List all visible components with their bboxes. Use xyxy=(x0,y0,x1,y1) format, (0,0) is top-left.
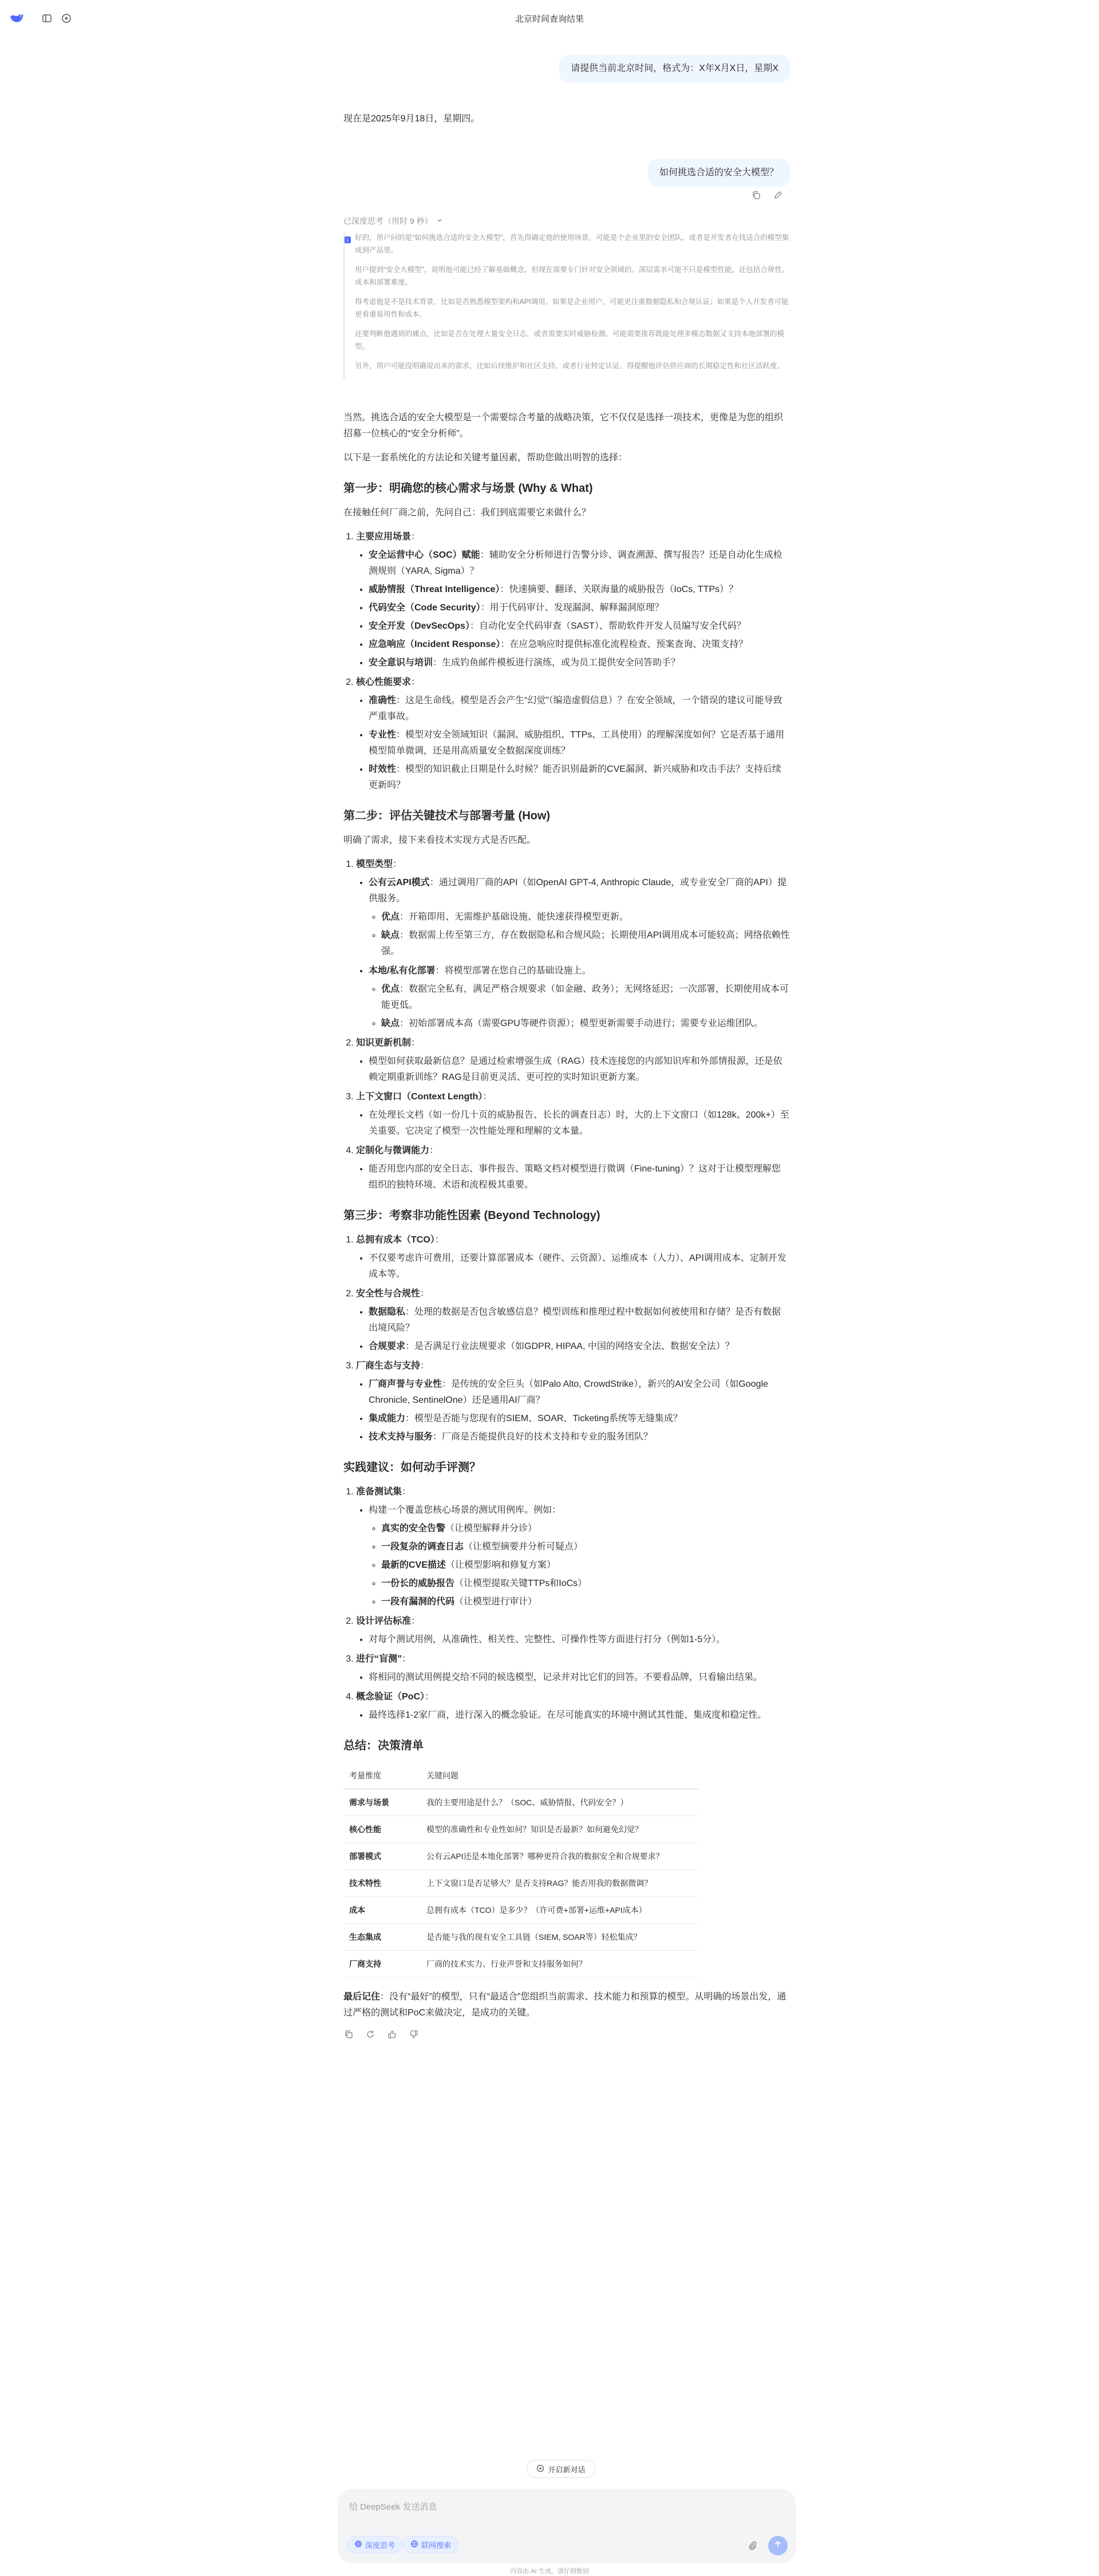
list-item xyxy=(369,655,790,671)
bullet-list xyxy=(356,693,790,794)
edit-icon[interactable] xyxy=(773,190,784,202)
list-item-text: ：是传统的安全巨头（如Palo Alto, CrowdStrike），新兴的AI安全公司（如Google Chronicle, SentinelOne）还是通用AI厂商？ xyxy=(369,1379,768,1405)
list-item-title: 准备测试集 xyxy=(356,1487,402,1497)
list-item-text: 对每个测试用例，从准确性、相关性、完整性、可操作性等方面进行打分（例如1-5分）。 xyxy=(369,1635,726,1644)
list-item-bold: 数据隐私 xyxy=(369,1307,406,1317)
table-header: 关键问题 xyxy=(421,1762,698,1789)
thinking-paragraph: 用户提到“安全大模型”，说明他可能已经了解基础概念，但现在需要专门针对安全领域的。深层需求可能不只是模型性能，还包括合规性、成本和部署难度。 xyxy=(355,266,789,286)
list-item-text: ：数据完全私有，满足严格合规要求（如金融、政务）；无网络延迟；一次部署，长期使用成本可能更低。 xyxy=(381,984,789,1010)
list-item-text: （让模型摘要并分析可疑点） xyxy=(464,1542,583,1552)
bullet-list xyxy=(356,1502,790,1610)
list-item-bold: 安全运营中心（SOC）赋能 xyxy=(369,550,480,560)
numbered-list xyxy=(343,1232,790,1445)
list-item-bold: 集成能力 xyxy=(369,1414,406,1423)
list-item xyxy=(369,1339,790,1355)
message-composer xyxy=(338,2489,796,2563)
list-item: 4. 概念验证（PoC）： • 最终选择1-2家厂商，进行深入的概念验证。在尽可能真实的环境中测试其性能、集成度和稳定性。 xyxy=(356,1689,790,1723)
arrow-up-icon xyxy=(773,2540,782,2552)
numbered-list xyxy=(343,529,790,794)
list-item-text: 最终选择1-2家厂商，进行深入的概念验证。在尽可能真实的环境中测试其性能、集成度和稳定性。 xyxy=(369,1710,767,1720)
list-item-text: 构建一个覆盖您核心场景的测试用例库。例如： xyxy=(369,1505,562,1515)
table-cell-dimension: 生态集成 xyxy=(343,1924,421,1951)
numbered-list xyxy=(343,1484,790,1723)
table-cell-dimension: 需求与场景 xyxy=(343,1789,421,1816)
list-item-text: ：开箱即用、无需维护基础设施、能快速获得模型更新。 xyxy=(400,912,629,922)
table-cell-question: 厂商的技术实力、行业声誉和支持服务如何？ xyxy=(421,1951,698,1978)
section-heading: 第二步：评估关键技术与部署考量 (How) xyxy=(343,810,551,822)
bullet-list xyxy=(356,875,790,1032)
list-item-text: ：模型对安全领域知识（漏洞、威胁组织、TTPs、工具使用）的理解深度如何？它是否基于通用模型简单微调，还是用高质量安全数据深度训练？ xyxy=(369,730,785,756)
list-item xyxy=(369,1107,790,1139)
list-item xyxy=(381,981,790,1013)
list-item xyxy=(369,1376,790,1409)
list-item xyxy=(369,762,790,794)
list-item-text: ：厂商是否能提供良好的技术支持和专业的服务团队？ xyxy=(433,1432,653,1442)
list-item-title: 主要应用场景 xyxy=(356,532,412,542)
list-item-text: ：快速摘要、翻译、关联海量的威胁报告（IoCs, TTPs）？ xyxy=(500,585,738,594)
list-item-bold: 优点 xyxy=(381,912,400,922)
chevron-down-icon xyxy=(436,216,443,226)
list-item: 2. 安全性与合规性： • 数据隐私：处理的数据是否包含敏感信息？模型训练和推理过程中数据如何被使用和存储？是否有数据出境风险？ • 合规要求：是否满足行业法规要求（如GDPR, HIPAA, 中国的网络安全法、数据安全法）？ xyxy=(356,1286,790,1355)
sub-bullet-list xyxy=(369,981,790,1032)
list-item xyxy=(369,1054,790,1086)
list-item xyxy=(381,1576,790,1592)
list-item xyxy=(381,1016,790,1032)
list-item-bold: 时效性 xyxy=(369,764,397,774)
list-item: 1. 总拥有成本（TCO）： • 不仅要考虑许可费用，还要计算部署成本（硬件、云资源）、运维成本（人力）、API调用成本、定制开发成本等。 xyxy=(356,1232,790,1283)
list-item-text: （让模型影响和修复方案） xyxy=(445,1560,556,1570)
list-item-bold: 优点 xyxy=(381,984,400,994)
list-item xyxy=(369,727,790,759)
regenerate-icon[interactable] xyxy=(365,2029,377,2041)
list-item-text: （让模型进行审计） xyxy=(454,1597,537,1607)
list-item-bold: 代码安全（Code Security） xyxy=(369,603,481,613)
new-chat-icon xyxy=(536,2464,544,2474)
web-search-toggle[interactable] xyxy=(403,2536,458,2553)
list-item-text: （让模型解释并分诊） xyxy=(445,1524,537,1533)
list-item: 3. 进行“盲测”： • 将相同的测试用例提交给不同的候选模型，记录并对比它们的回答。不要看品牌，只看输出结果。 xyxy=(356,1651,790,1686)
send-button[interactable] xyxy=(768,2536,788,2555)
list-item: 2. 设计评估标准： • 对每个测试用例，从准确性、相关性、完整性、可操作性等方面进行打分（例如1-5分）。 xyxy=(356,1614,790,1648)
svg-text:i: i xyxy=(346,238,349,244)
list-item xyxy=(369,618,790,634)
list-item-bold: 一段复杂的调查日志 xyxy=(381,1542,464,1552)
list-item-bold: 厂商声誉与专业性 xyxy=(369,1379,442,1389)
section-heading: 总结：决策清单 xyxy=(343,1739,424,1752)
list-item xyxy=(381,1594,790,1610)
user-message-2: 如何挑选合适的安全大模型？ xyxy=(648,159,790,187)
list-item-title: 模型类型 xyxy=(356,859,393,869)
list-item xyxy=(369,1161,790,1193)
table-cell-question: 总拥有成本（TCO）是多少？（许可费+部署+运维+API成本） xyxy=(421,1897,698,1924)
list-item-bold: 技术支持与服务 xyxy=(369,1432,433,1442)
list-item-text: ：用于代码审计、发现漏洞、解释漏洞原理？ xyxy=(480,603,664,613)
bullet-list xyxy=(356,1054,790,1086)
table-row xyxy=(343,1951,698,1978)
list-item: 1. 准备测试集： • 构建一个覆盖您核心场景的测试用例库。例如： ◦ 真实的安全告警（让模型解释并分诊） ◦ 一段复杂的调查日志（让模型摘要并分析可疑点） ◦ 最新的CVE描述（让模型影响和修复方案） ◦ 一份长的威胁报告（让模型提取关键TTPs和IoCs） ◦ 一段有漏洞的代码（让模型进行审计） xyxy=(356,1484,790,1610)
copy-icon[interactable] xyxy=(751,190,762,202)
deep-think-label: 深度思考 xyxy=(365,2541,396,2550)
list-item-bold: 安全开发（DevSecOps） xyxy=(369,621,470,631)
list-item-bold: 公有云API模式 xyxy=(369,878,430,887)
bullet-list xyxy=(356,547,790,671)
answer-actions xyxy=(343,2029,790,2041)
bullet-list xyxy=(356,1107,790,1139)
table-cell-dimension: 成本 xyxy=(343,1897,421,1924)
list-item-text: ：辅助安全分析师进行告警分诊、调查溯源、撰写报告？还是自动化生成检测规则（YARA, Sigma）？ xyxy=(369,550,782,576)
list-item-text: ：是否满足行业法规要求（如GDPR, HIPAA, 中国的网络安全法、数据安全法）？ xyxy=(405,1342,734,1351)
new-chat-button[interactable] xyxy=(527,2460,595,2478)
bullet-list xyxy=(356,1632,790,1648)
atom-icon xyxy=(354,2540,362,2550)
list-item-bold: 应急响应（Incident Response） xyxy=(369,640,501,649)
list-item xyxy=(369,637,790,653)
user-message-actions xyxy=(751,190,784,202)
list-item-text: 将相同的测试用例提交给不同的候选模型，记录并对比它们的回答。不要看品牌，只看输出结果。 xyxy=(369,1672,763,1682)
list-item-text: ：初始部署成本高（需要GPU等硬件资源）；模型更新需要手动进行；需要专业运维团队。 xyxy=(400,1019,763,1028)
table-row xyxy=(343,1870,698,1897)
list-item xyxy=(369,1670,790,1686)
list-item xyxy=(381,1521,790,1537)
thumbs-down-icon[interactable] xyxy=(409,2029,420,2041)
section-heading: 第三步：考察非功能性因素 (Beyond Technology) xyxy=(343,1209,600,1222)
bullet-list xyxy=(356,1304,790,1355)
closing-note-text: ：没有“最好”的模型，只有“最适合”您组织当前需求、技术能力和预算的模型。从明确的场景出发，通过严格的测试和PoC来做决定，是成功的关键。 xyxy=(343,1992,786,2018)
closing-note xyxy=(343,1989,790,2021)
section-heading: 实践建议：如何动手评测？ xyxy=(343,1461,481,1474)
bullet-list xyxy=(356,1707,790,1723)
ai-disclaimer: 内容由 AI 生成，请仔细甄别 xyxy=(510,2568,589,2575)
list-item-bold: 本地/私有化部署 xyxy=(369,966,436,976)
table-row xyxy=(343,1816,698,1843)
deep-think-toggle[interactable] xyxy=(347,2536,402,2553)
list-item-bold: 威胁情报（Threat Intelligence） xyxy=(369,585,500,594)
user-message-1: 请提供当前北京时间，格式为：X年X月X日，星期X xyxy=(559,55,790,82)
table-cell-dimension: 厂商支持 xyxy=(343,1951,421,1978)
list-item-text: ：在应急响应时提供标准化流程检查、预案查询、决策支持？ xyxy=(500,640,748,649)
list-item xyxy=(369,1502,790,1610)
list-item: 3. 上下文窗口（Context Length）： • 在处理长文档（如一份几十页的威胁报告、长长的调查日志）时，大的上下文窗口（如128k、200k+）至关重要。它决定了模型一次性能处理和理解的文本量。 xyxy=(356,1089,790,1139)
section-lead: 在接触任何厂商之前，先问自己：我们到底需要它来做什么？ xyxy=(343,508,591,518)
list-item xyxy=(381,1539,790,1555)
table-row xyxy=(343,1843,698,1870)
list-item xyxy=(369,875,790,960)
assistant-message-1: 现在是2025年9月18日，星期四。 xyxy=(343,114,480,124)
list-item-text: ：处理的数据是否包含敏感信息？模型训练和推理过程中数据如何被使用和存储？是否有数据出境风险？ xyxy=(369,1307,781,1333)
list-item-bold: 缺点 xyxy=(381,930,400,940)
table-cell-question: 我的主要用途是什么？（SOC、威胁情报、代码安全？） xyxy=(421,1789,698,1816)
list-item-bold: 一段有漏洞的代码 xyxy=(381,1597,455,1607)
list-item-bold: 最新的CVE描述 xyxy=(381,1560,446,1570)
section-heading: 第一步：明确您的核心需求与场景 (Why & What) xyxy=(343,482,593,495)
bullet-list xyxy=(369,1521,790,1610)
decision-table xyxy=(343,1762,698,1978)
table-cell-dimension: 部署模式 xyxy=(343,1843,421,1870)
list-item xyxy=(369,600,790,616)
list-item xyxy=(381,1557,790,1573)
bullet-list xyxy=(356,1376,790,1445)
list-item-text: ：模型是否能与您现有的SIEM、SOAR、Ticketing系统等无缝集成？ xyxy=(405,1414,682,1423)
closing-note-bold: 最后记住 xyxy=(343,1992,381,2002)
list-item-title: 设计评估标准 xyxy=(356,1616,412,1626)
thumbs-up-icon[interactable] xyxy=(387,2029,398,2041)
list-item xyxy=(381,909,790,925)
table-cell-question: 是否能与我的现有安全工具链（SIEM, SOAR等）轻松集成？ xyxy=(421,1924,698,1951)
list-item: 1. 模型类型： • 公有云API模式：通过调用厂商的API（如OpenAI GPT-4, Anthropic Claude，或专业安全厂商的API）提供服务。 ◦ 优点：开箱即用、无需维护基础设施、能快速获得模型更新。 ◦ 缺点：数据需上传至第三方，存在数据隐私和合规风险；长期使用API调用成本可能较高；网络依赖性强。 • 本地/私有化部署：将模型部署在您自己的基础设施上。 ◦ 优点：数据完全私有，满足严格合规要求（如金融、政务）；无网络延迟；一次部署，长期使用成本可能更低。 ◦ 缺点：初始部署成本高（需要GPU等硬件资源）；模型更新需要手动进行；需要专业运维团队。 xyxy=(356,857,790,1032)
table-header-row xyxy=(343,1762,698,1789)
thinking-paragraph: 还要判断他遇到的痛点，比如是否在处理大量安全日志，或者需要实时威胁检测。可能需要推荐既能处理多模态数据又支持本地部署的模型。 xyxy=(355,330,785,350)
thinking-content xyxy=(343,231,790,379)
table-cell-question: 上下文窗口是否足够大？是否支持RAG？能否用我的数据微调？ xyxy=(421,1870,698,1897)
list-item xyxy=(369,1429,790,1445)
list-item-title: 进行“盲测” xyxy=(356,1654,402,1664)
bullet-list xyxy=(356,1670,790,1686)
list-item-text: 模型如何获取最新信息？是通过检索增强生成（RAG）技术连接您的内部知识库和外部情报源，还是依赖定期重新训练？RAG是目前更灵活、更可控的实时知识更新方案。 xyxy=(369,1056,782,1082)
list-item-title: 上下文窗口（Context Length） xyxy=(356,1092,483,1102)
list-item-bold: 缺点 xyxy=(381,1019,400,1028)
list-item xyxy=(369,1411,790,1427)
answer-intro: 以下是一套系统化的方法论和关键考量因素，帮助您做出明智的选择： xyxy=(343,453,628,463)
copy-icon[interactable] xyxy=(343,2029,355,2041)
list-item-bold: 一份长的威胁报告 xyxy=(381,1579,455,1588)
list-item xyxy=(369,582,790,598)
table-row xyxy=(343,1789,698,1816)
list-item-title: 厂商生态与支持 xyxy=(356,1361,421,1371)
list-item-text: ：模型的知识截止日期是什么时候？能否识别最新的CVE漏洞、新兴威胁和攻击手法？支持后续更新吗？ xyxy=(369,764,781,790)
table-cell-dimension: 核心性能 xyxy=(343,1816,421,1843)
list-item-title: 总拥有成本（TCO） xyxy=(356,1235,435,1245)
list-item-text: 能否用您内部的安全日志、事件报告、策略文档对模型进行微调（Fine-tuning）？这对于让模型理解您组织的独特环境、术语和流程极其重要。 xyxy=(369,1164,781,1190)
list-item-title: 定制化与微调能力 xyxy=(356,1146,430,1155)
list-item-text: ：这是生命线。模型是否会产生“幻觉”（编造虚假信息）？在安全领域，一个错误的建议可能导致严重事故。 xyxy=(369,696,782,721)
list-item: 2. 核心性能要求： • 准确性：这是生命线。模型是否会产生“幻觉”（编造虚假信息）？在安全领域，一个错误的建议可能导致严重事故。 • 专业性：模型对安全领域知识（漏洞、威胁组织、TTPs、工具使用）的理解深度如何？它是否基于通用模型简单微调，还是用高质量安全数据深度训练？ • 时效性：模型的知识截止日期是什么时候？能否识别最新的CVE漏洞、新兴威胁和攻击手法？支持后续更新吗？ xyxy=(356,674,790,794)
bullet-list xyxy=(356,1250,790,1283)
table-cell-question: 模型的准确性和专业性如何？知识是否最新？如何避免幻觉？ xyxy=(421,1816,698,1843)
thinking-paragraph: 另外，用户可能没明确说出来的需求，比如后续维护和社区支持，或者行业特定认证。得提醒他评估供应商的长期稳定性和社区活跃度。 xyxy=(355,362,785,370)
list-item-title: 概念验证（PoC） xyxy=(356,1692,425,1702)
list-item xyxy=(369,963,790,1032)
answer-intro: 当然。挑选合适的安全大模型是一个需要综合考量的战略决策，它不仅仅是选择一项技术，更像是为您的组织招募一位核心的“安全分析师”。 xyxy=(343,413,784,439)
top-bar xyxy=(0,0,1099,37)
list-item-bold: 合规要求 xyxy=(369,1342,406,1351)
list-item xyxy=(369,1707,790,1723)
message-input[interactable]: 给 DeepSeek 发送消息 xyxy=(349,2502,437,2512)
section-lead: 明确了需求，接下来看技术实现方式是否匹配。 xyxy=(343,835,536,845)
list-item: 2. 知识更新机制： • 模型如何获取最新信息？是通过检索增强生成（RAG）技术连接您的内部知识库和外部情报源，还是依赖定期重新训练？RAG是目前更灵活、更可控的实时知识更新方案。 xyxy=(356,1035,790,1086)
assistant-answer xyxy=(343,410,790,2041)
list-item-title: 安全性与合规性 xyxy=(356,1289,421,1299)
list-item-title: 核心性能要求 xyxy=(356,677,412,687)
list-item-bold: 专业性 xyxy=(369,730,397,740)
list-item xyxy=(369,547,790,579)
list-item-text: （让模型提取关键TTPs和IoCs） xyxy=(454,1579,587,1588)
bullet-list xyxy=(356,1161,790,1193)
table-row xyxy=(343,1897,698,1924)
list-item-text: ：生成钓鱼邮件模板进行演练，或为员工提供安全问答助手？ xyxy=(433,658,681,668)
table-body xyxy=(343,1789,698,1978)
list-item: 4. 定制化与微调能力： • 能否用您内部的安全日志、事件报告、策略文档对模型进行微调（Fine-tuning）？这对于让模型理解您组织的独特环境、术语和流程极其重要。 xyxy=(356,1143,790,1193)
list-item-text: ：通过调用厂商的API（如OpenAI GPT-4, Anthropic Claude，或专业安全厂商的API）提供服务。 xyxy=(369,878,786,904)
list-item xyxy=(369,1250,790,1283)
thinking-paragraph: 得考虑他是不是技术背景，比如是否熟悉模型架构和API调用。如果是企业用户，可能更注重数据隐私和合规认证；如果是个人开发者可能更看重易用性和成本。 xyxy=(355,298,789,318)
table-row xyxy=(343,1924,698,1951)
list-item-text: ：自动化安全代码审查（SAST）、帮助软件开发人员编写安全代码？ xyxy=(469,621,746,631)
table-cell-question: 公有云API还是本地化部署？哪种更符合我的数据安全和合规要求？ xyxy=(421,1843,698,1870)
list-item xyxy=(369,1632,790,1648)
list-item-text: 不仅要考虑许可费用，还要计算部署成本（硬件、云资源）、运维成本（人力）、API调用成本、定制开发成本等。 xyxy=(369,1253,786,1279)
list-item-bold: 真实的安全告警 xyxy=(381,1524,446,1533)
new-chat-label: 开启新对话 xyxy=(548,2465,586,2474)
list-item-text: ：数据需上传至第三方，存在数据隐私和合规风险；长期使用API调用成本可能较高；网络依赖性强。 xyxy=(381,930,790,956)
list-item xyxy=(381,928,790,960)
sub-bullet-list xyxy=(369,909,790,960)
thinking-paragraph: 好的，用户问的是“如何挑选合适的安全大模型”，首先得确定他的使用场景。可能是个企业里的安全团队，或者是开发者在找适合的模型集成到产品里。 xyxy=(355,234,789,254)
list-item-text: ：将模型部署在您自己的基础设施上。 xyxy=(435,966,591,976)
list-item xyxy=(369,1304,790,1336)
list-item-title: 知识更新机制 xyxy=(356,1038,412,1048)
list-item-bold: 准确性 xyxy=(369,696,397,705)
numbered-list xyxy=(343,857,790,1193)
list-item: 1. 主要应用场景： • 安全运营中心（SOC）赋能：辅助安全分析师进行告警分诊、调查溯源、撰写报告？还是自动化生成检测规则（YARA, Sigma）？ • 威胁情报（Threat Intelligence）：快速摘要、翻译、关联海量的威胁报告（IoCs, TTPs）？ • 代码安全（Code Security）：用于代码审计、发现漏洞、解释漏洞原理？ • 安全开发（DevSecOps）：自动化安全代码审查（SAST）、帮助软件开发人员编写安全代码？ • 应急响应（Incident Response）：在应急响应时提供标准化流程检查、预案查询、决策支持？ • 安全意识与培训：生成钓鱼邮件模板进行演练，或为员工提供安全问答助手？ xyxy=(356,529,790,671)
paperclip-icon[interactable] xyxy=(748,2541,758,2551)
table-cell-dimension: 技术特性 xyxy=(343,1870,421,1897)
list-item-bold: 安全意识与培训 xyxy=(369,658,433,668)
list-item xyxy=(369,693,790,725)
table-header: 考量维度 xyxy=(343,1762,421,1789)
thinking-label: 已深度思考（用时 9 秒） xyxy=(343,216,433,226)
web-search-label: 联网搜索 xyxy=(421,2541,452,2550)
list-item-text: 在处理长文档（如一份几十页的威胁报告、长长的调查日志）时，大的上下文窗口（如128k、200k+）至关重要。它决定了模型一次性能处理和理解的文本量。 xyxy=(369,1110,789,1136)
globe-icon xyxy=(410,2540,418,2550)
thinking-toggle[interactable] xyxy=(343,215,443,227)
chat-title: 北京时间查询结果 xyxy=(515,14,584,24)
list-item: 3. 厂商生态与支持： • 厂商声誉与专业性：是传统的安全巨头（如Palo Alto, CrowdStrike），新兴的AI安全公司（如Google Chronicle, SentinelOne）还是通用AI厂商？ • 集成能力：模型是否能与您现有的SIEM、SOAR、Ticketing系统等无缝集成？ • 技术支持与服务：厂商是否能提供良好的技术支持和专业的服务团队？ xyxy=(356,1358,790,1445)
